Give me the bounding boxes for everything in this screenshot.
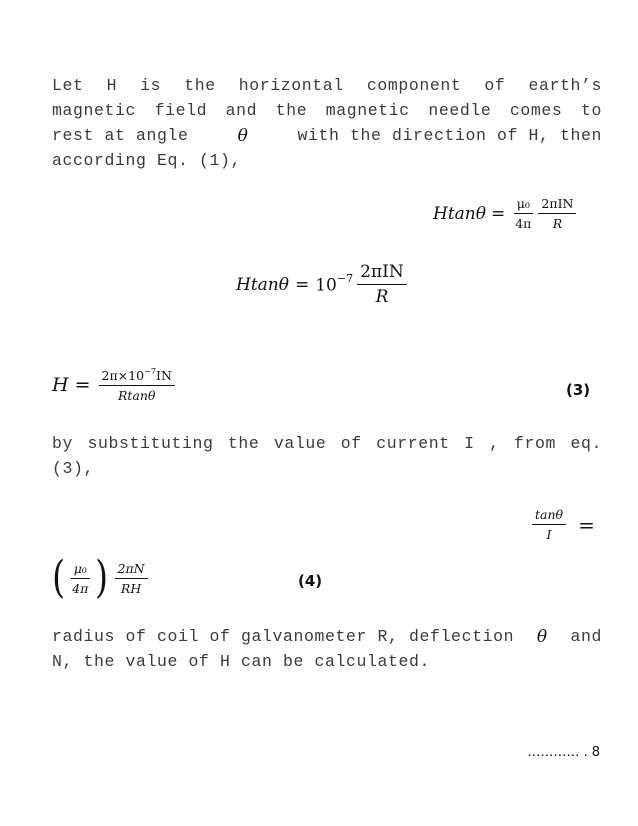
equation-lhs: H [52,374,69,397]
fraction-numerator: 2πN [115,561,148,579]
fraction-denominator: 4π [515,216,532,231]
equals-sign: = [294,274,310,295]
equation-lhs: Htanθ [236,274,289,295]
numerator-part: IN [156,368,172,384]
equals-sign: = [490,203,506,224]
fraction-denominator: R [552,216,563,231]
fraction-2piIN-over-R [357,262,407,307]
theta-symbol: θ [237,126,249,146]
fraction-mu-over-4pi [69,561,91,596]
equation-4-lhs [530,507,595,542]
paragraph-line [52,627,602,647]
fraction-numerator: tanθ [532,507,566,525]
fraction-numerator [99,367,175,386]
equation-2 [236,262,409,307]
fraction-denominator: R [375,287,389,307]
fraction-denominator: Rtanθ [117,388,156,404]
paragraph-line: (3), [52,459,95,478]
paragraph-line: Let H is the horizontal component of earth’s [52,76,602,95]
fraction-denominator: I [546,527,552,542]
fraction-numerator: μ₀ [514,196,533,214]
paragraph-line: N, the value of H can be calculated. [52,652,431,671]
paragraph-line: according Eq. (1), [52,151,242,170]
equals-sign: = [74,374,91,397]
fraction-denominator: RH [120,580,142,596]
text-run: and [570,627,602,646]
power-exponent: −7 [336,272,354,286]
fraction-numerator: 2πIN [538,196,576,214]
equation-1 [433,196,578,231]
equation-number: (4) [298,572,323,590]
fraction-2piN-over-RH [115,561,148,596]
equation-lhs: Htanθ [433,203,486,224]
open-parenthesis: ( [52,552,66,603]
text-run: rest at angle [52,126,189,145]
equation-4-rhs [50,552,150,603]
fraction-numerator: μ₀ [71,561,90,579]
power-base: 10 [315,275,337,296]
numerator-part: 2π×10 [101,368,145,384]
paragraph-line: by substituting the value of current I , from eq. [52,434,602,453]
fraction-denominator: 4π [72,580,89,596]
fraction-mu-over-4pi [512,196,534,231]
equals-sign: = [578,512,595,537]
equation-number: (3) [566,381,591,399]
text-run: radius of coil of galvanometer R, deflection [52,627,515,646]
coefficient [315,274,353,296]
fraction-tan-theta-over-I [532,507,566,542]
theta-symbol: θ [536,627,548,647]
fraction-numerator: 2πIN [357,262,407,285]
close-parenthesis: ) [95,552,109,603]
paragraph-line: magnetic field and the magnetic needle comes to [52,101,602,120]
page-number: ………… . 8 [527,745,600,760]
numerator-exponent: −7 [144,365,157,376]
equation-3 [52,367,177,403]
paragraph-line [52,126,602,146]
fraction-H [99,367,175,403]
text-run: with the direction of H, then [297,126,602,145]
fraction-2piIN-over-R [538,196,576,231]
